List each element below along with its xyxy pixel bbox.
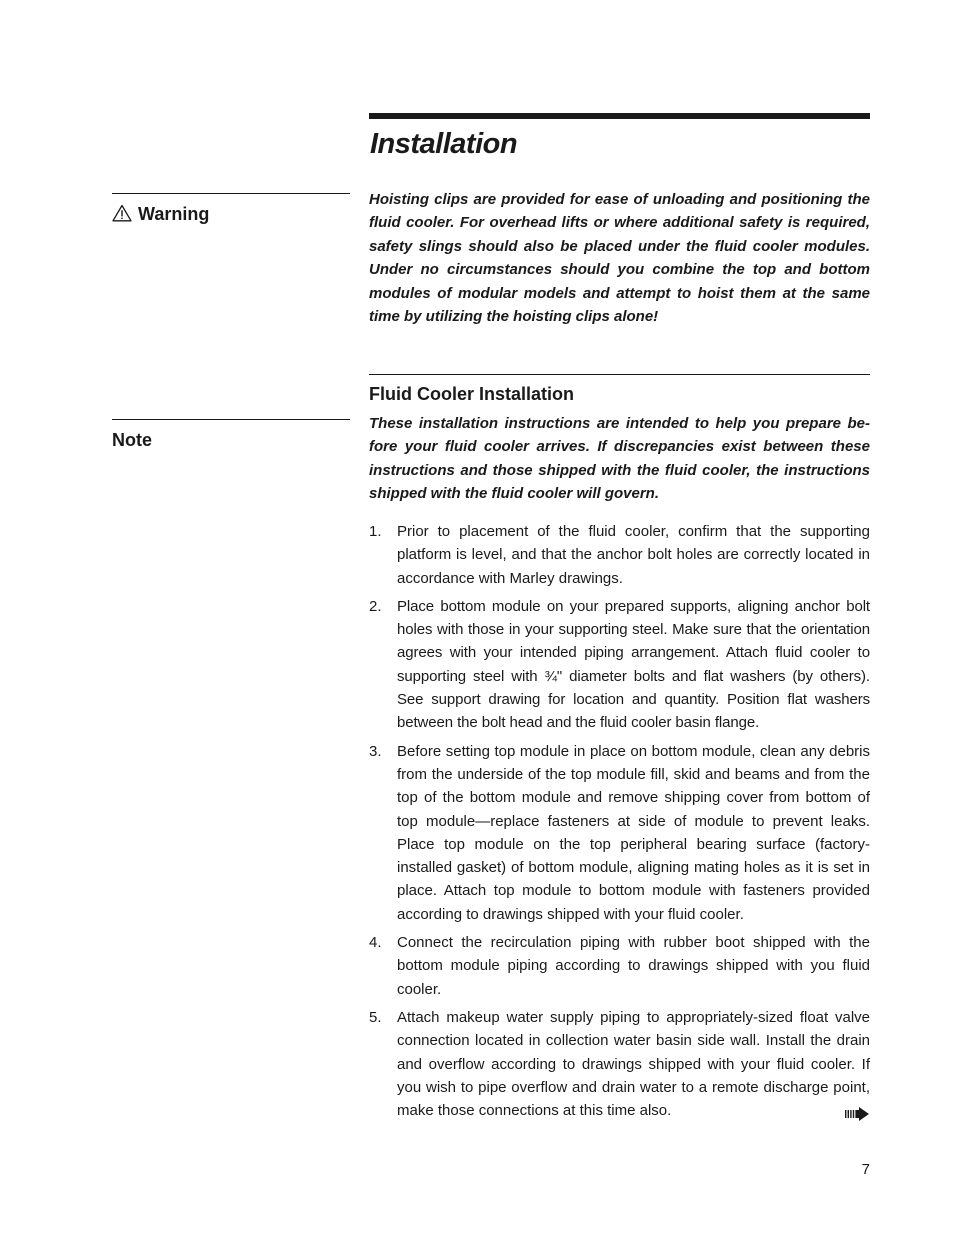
step-text: Connect the recirculation piping with rubber boot shipped with the bottom module piping according to drawings shipped with you fluid cooler.	[397, 934, 870, 998]
step-text: Before setting top module in place on bottom module, clean any debris from the underside of the top module fill, skid and beams and from the top of the bottom module and remove shipping cover from bottom of top module—replace fasteners at side of module to prevent leaks. Place top module on the top peripheral bearing surface (factory-installed gasket) of bottom module, aligning mating holes as it is set in place. Attach top module to bottom module with fasteners provided according to drawings shipped with your fluid cooler.	[397, 742, 870, 923]
warning-triangle-icon	[112, 204, 132, 222]
step-item	[369, 931, 870, 1001]
title-rule	[369, 113, 870, 119]
step-text: Prior to placement of the fluid cooler, confirm that the supporting platform is level, and that the anchor bolt holes are correctly located in accordance with Marley drawings.	[397, 523, 870, 587]
note-heading: Note	[112, 430, 152, 450]
step-item	[369, 595, 870, 735]
step-text: Place bottom module on your prepared supports, aligning anchor bolt holes with those in your supporting steel. Make sure that the orientation agrees with your intended piping arrangement. Attach fluid cooler to supporting steel with ¾" diameter bolts and flat washers (by others). See support drawing for location and quantity. Position flat washers between the bolt head and the fluid cooler basin flange.	[397, 597, 870, 732]
section-rule	[369, 374, 870, 375]
section-heading: Fluid Cooler Installation	[369, 384, 575, 404]
step-number: 2.	[369, 597, 382, 615]
step-number: 5.	[369, 1008, 382, 1026]
note-rule	[112, 419, 350, 420]
continue-arrow-icon	[845, 1106, 870, 1122]
warning-rule	[112, 193, 350, 194]
step-item	[369, 1006, 870, 1122]
step-number: 3.	[369, 742, 382, 760]
step-text: Attach makeup water supply piping to appropriately-sized float valve connection located in collection water basin side wall. Install the drain and overflow according to drawings shipped with your fluid cooler. If you wish to pipe overflow and drain water to a remote discharge point, make those connections at this time also.	[397, 1008, 870, 1120]
intro-text: These installation instructions are intended to help you prepare before your fluid cooler arrives. If discrepancies exist between these instructions and those shipped with the fluid cooler, the instructions shipped with the fluid cooler will govern.	[369, 415, 870, 503]
step-item	[369, 520, 870, 590]
page-number: 7	[861, 1161, 870, 1178]
warning-heading	[112, 204, 209, 225]
step-number: 1.	[369, 523, 382, 540]
installation-steps	[369, 520, 870, 1127]
warning-label: Warning	[138, 204, 210, 224]
warning-text: Hoisting clips are provided for ease of unloading and positioning the fluid cooler. For overhead lifts or where additional safety is required, safety slings should also be placed under the fluid cooler modules. Under no circumstances should you combine the top and bottom modules of modular models and attempt to hoist them at the same time by utilizing the hoisting clips alone!	[369, 191, 870, 326]
step-number: 4.	[369, 934, 382, 952]
step-item	[369, 740, 870, 926]
page-title: Installation	[370, 128, 518, 160]
